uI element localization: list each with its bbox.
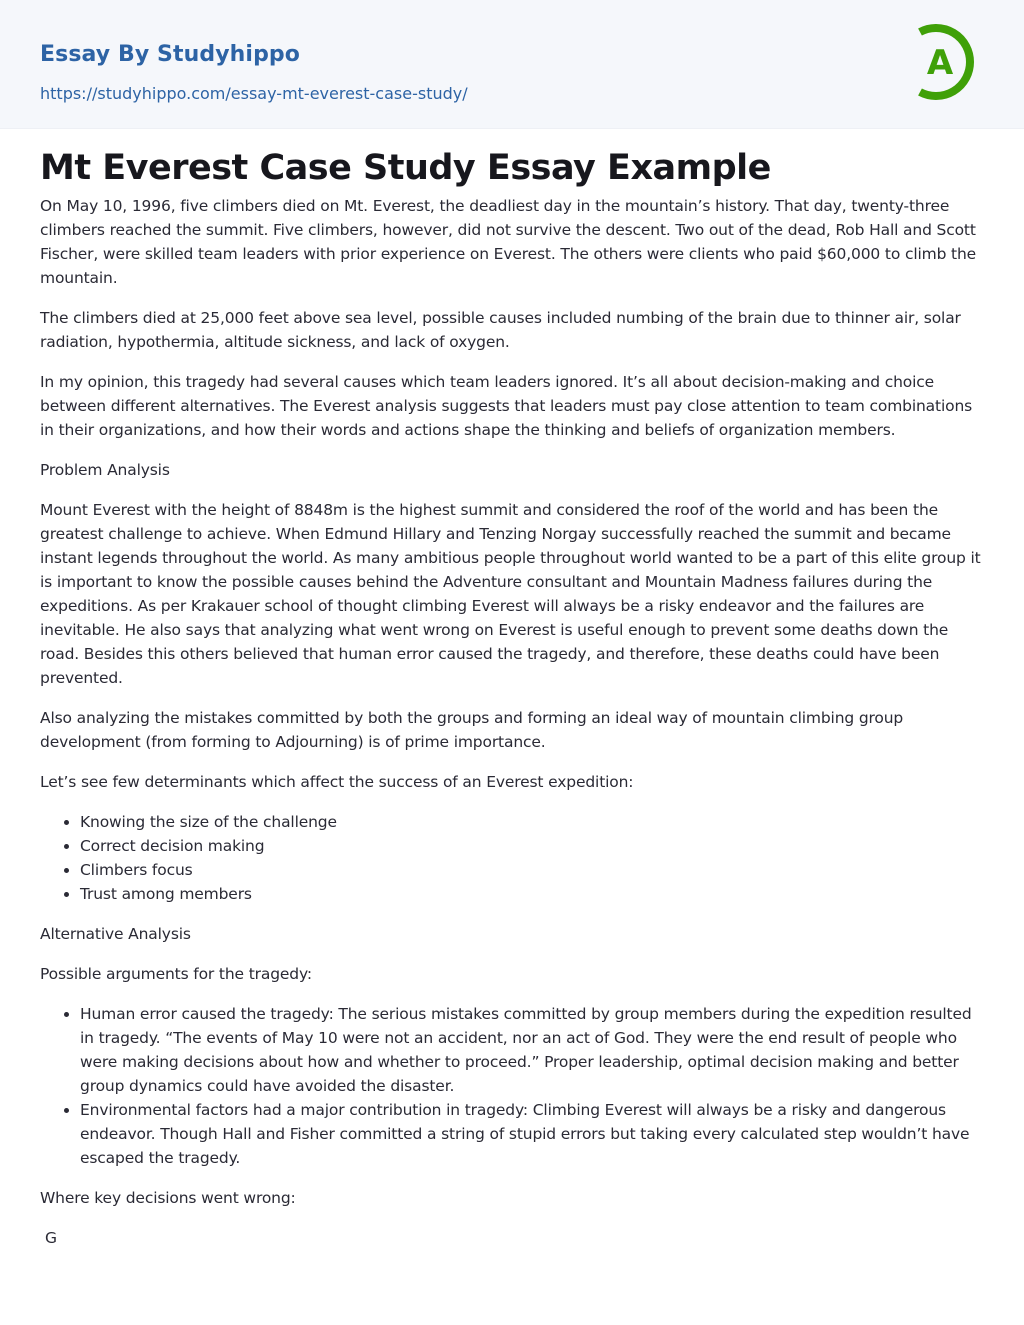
section-heading-alternative-analysis: Alternative Analysis: [40, 925, 191, 943]
paragraph-mistakes: Also analyzing the mistakes committed by both the groups and forming an ideal way of mountain climbing group development (from forming to Adjourning) is of prime importance.: [40, 709, 904, 751]
logo-letter: A: [926, 43, 954, 83]
determinants-list: [40, 810, 988, 906]
list-item: • Human error caused the tragedy: The serious mistakes committed by group members during the expedition resulted in tragedy. “The events of May 10 were not an accident, nor an act of God. They were the end result of people who were making decisions about how and whether to proceed.” Proper leadership, optimal decision making and better group dynamics could have avoided the disaster.: [80, 1002, 988, 1098]
list-item: • Trust among members: [80, 882, 988, 906]
paragraph-truncated: G: [45, 1229, 57, 1247]
list-item: • Climbers focus: [80, 858, 988, 882]
paragraph-intro: On May 10, 1996, five climbers died on Mt. Everest, the deadliest day in the mountain’s history. That day, twenty-three climbers reached the summit. Five climbers, however, did not survive the descent. Two out of the dead, Rob Hall and Scott Fischer, were skilled team leaders with prior experience on Everest. The others were clients who paid $60,000 to climb the mountain.: [40, 197, 977, 287]
paragraph-arguments-intro: Possible arguments for the tragedy:: [40, 965, 312, 983]
list-item: • Knowing the size of the challenge: [80, 810, 988, 834]
article-body: [40, 194, 988, 1266]
essay-url-link[interactable]: https://studyhippo.com/essay-mt-everest-case-study/: [40, 84, 468, 103]
studyhippo-logo-icon[interactable]: [912, 18, 988, 106]
paragraph-causes: The climbers died at 25,000 feet above sea level, possible causes included numbing of the brain due to thinner air, solar radiation, hypothermia, altitude sickness, and lack of oxygen.: [40, 309, 961, 351]
site-brand[interactable]: Essay By Studyhippo: [40, 42, 300, 67]
section-heading-problem-analysis: Problem Analysis: [40, 461, 170, 479]
page-title: Mt Everest Case Study Essay Example: [40, 148, 771, 188]
list-item: • Environmental factors had a major contribution in tragedy: Climbing Everest will always be a risky and dangerous endeavor. Though Hall and Fisher committed a string of stupid errors but taking every calculated step wouldn’t have escaped the tragedy.: [80, 1098, 988, 1170]
paragraph-key-decisions: Where key decisions went wrong:: [40, 1189, 296, 1207]
paragraph-opinion: In my opinion, this tragedy had several causes which team leaders ignored. It’s all about decision-making and choice between different alternatives. The Everest analysis suggests that leaders must pay close attention to team combinations in their organizations, and how their words and actions shape the thinking and beliefs of organization members.: [40, 373, 973, 439]
paragraph-determinants-intro: Let’s see few determinants which affect the success of an Everest expedition:: [40, 773, 634, 791]
paragraph-problem: Mount Everest with the height of 8848m is the highest summit and considered the roof of the world and has been the greatest challenge to achieve. When Edmund Hillary and Tenzing Norgay successfully reached the summit and became instant legends throughout the world. As many ambitious people throughout world wanted to be a part of this elite group it is important to know the possible causes behind the Adventure consultant and Mountain Madness failures during the expeditions. As per Krakauer school of thought climbing Everest will always be a risky endeavor and the failures are inevitable. He also says that analyzing what went wrong on Everest is useful enough to prevent some deaths down the road. Besides this others believed that human error caused the tragedy, and therefore, these deaths could have been prevented.: [40, 501, 981, 687]
arguments-list: [40, 1002, 988, 1170]
list-item: • Correct decision making: [80, 834, 988, 858]
